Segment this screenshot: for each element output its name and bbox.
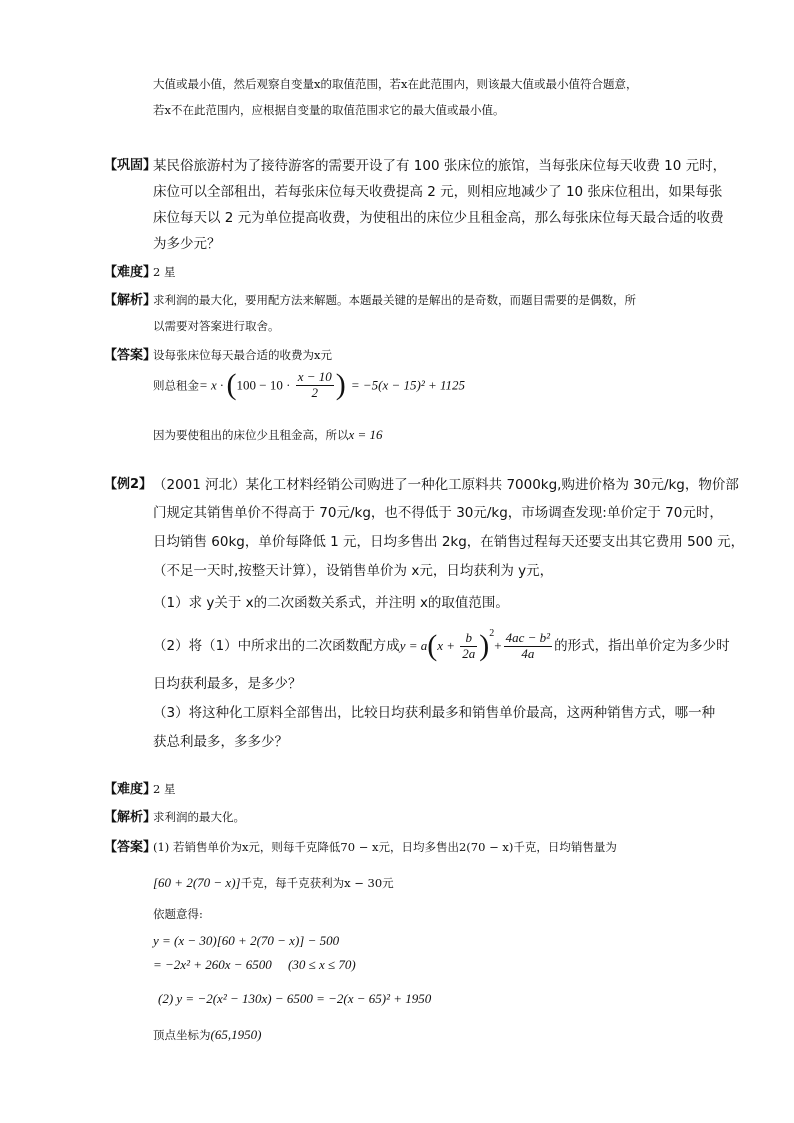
example2-answer-line-4: y = (x − 30)[60 + 2(70 − x)] − 500	[153, 933, 340, 948]
intro-line-1: 大值或最小值，然后观察自变量x的取值范围，若x在此范围内，则该最大值或最小值符合题意，	[153, 77, 638, 91]
example2-analysis-tag: 【解析】	[104, 810, 157, 825]
gonggu-question-line-1: 某民俗旅游村为了接待游客的需要开设了有 100 张床位的旅馆，当每张床位每天收费 10 元时，	[153, 158, 727, 174]
gonggu-analysis-tag: 【解析】	[104, 293, 157, 308]
fraction-discriminant: $\frac{\text{4ac − b²}}{4a}$	[505, 630, 551, 661]
example2-answer-line-2: [60 + 2(70 − x)]千克，每千克获利为x − 30元	[153, 875, 394, 890]
example2-line-7: 日均获利最多，是多少？	[153, 676, 302, 692]
gonggu-question-line-2: 床位可以全部租出，若每张床位每天收费提高 2 元，则相应地减少了 10 张床位租出，如果每张	[153, 184, 723, 200]
example2-analysis: 求利润的最大化。	[153, 810, 245, 824]
gonggu-analysis-line-1: 求利润的最大化，要用配方法来解题。本题最关键的是解出的是奇数，而题目需要的是偶数，所	[153, 293, 636, 307]
gonggu-answer-tag: 【答案】	[104, 348, 157, 363]
gonggu-question-line-4: 为多少元？	[153, 236, 221, 252]
gonggu-analysis-line-2: 以需要对答案进行取舍。	[153, 319, 280, 333]
intro-line-2: 若x不在此范围内，应根据自变量的取值范围求它的最大值或最小值。	[153, 103, 505, 117]
gonggu-difficulty-tag: 【难度】	[104, 265, 157, 280]
example2-line-4: （不足一天时,按整天计算），设销售单价为 x元，日均获利为 y元，	[153, 563, 554, 579]
gonggu-answer-line-1: 设每张床位每天最合适的收费为x元	[153, 348, 332, 362]
example2-answer-line-6: (2) y = −2(x² − 130x) − 6500 = −2(x − 65)² + 1950	[158, 991, 432, 1006]
fraction-b-over-2a: $\frac{b}{2a}$	[462, 630, 476, 661]
gonggu-equation: 则总租金= x · (100 − 10 · $\frac{x - 10}{2}$ ) = −5(x − 15)² + 1125	[153, 368, 466, 401]
example2-difficulty: 2 星	[153, 782, 176, 796]
example2-answer-tag: 【答案】	[104, 840, 157, 855]
equation-prefix: 则总租金	[153, 378, 199, 393]
example2-line-3: 日均销售 60kg，单价每降低 1 元，日均多售出 2kg，在销售过程每天还要支出其它费用 500 元，	[153, 534, 745, 550]
example2-line-8: （3）将这种化工原料全部售出，比较日均获利最多和销售单价最高，这两种销售方式，哪一种	[153, 705, 716, 721]
example2-answer-line-3: 依题意得:	[153, 907, 203, 921]
gonggu-question-line-3: 床位每天以 2 元为单位提高收费，为使租出的床位少且租金高，那么每张床位每天最合适的收费	[153, 210, 724, 226]
gonggu-answer-line-3: 因为要使租出的床位少且租金高，所以x = 16	[153, 427, 383, 442]
example2-line-1: （2001 河北）某化工材料经销公司购进了一种化工原料共 7000kg,购进价格为 30元/kg，物价部	[153, 477, 739, 493]
example2-tag: 【例2】	[104, 477, 153, 492]
example2-line-6: （2）将（1）中所求出的二次函数配方成y = a(x + $\frac{b}{2a}$ )$^2$+ $\frac{\text{4ac − b²}}{4a}$ 的形式，指出单价定为多少时	[153, 628, 730, 662]
example2-line-5: （1）求 y关于 x的二次函数关系式，并注明 x的取值范围。	[153, 595, 509, 611]
example2-answer-line-7: 顶点坐标为(65,1950)	[153, 1027, 262, 1042]
example2-answer-line-1: (1) 若销售单价为x元，则每千克降低70 − x元，日均多售出2(70 − x)千克，日均销售量为	[153, 840, 617, 854]
example2-answer-line-5: = −2x² + 260x − 6500 (30 ≤ x ≤ 70)	[153, 957, 356, 972]
example2-difficulty-tag: 【难度】	[104, 782, 157, 797]
gonggu-difficulty: 2 星	[153, 265, 176, 279]
example2-line-9: 获总利最多，多多少？	[153, 734, 288, 750]
example2-line-2: 门规定其销售单价不得高于 70元/kg，也不得低于 30元/kg，市场调查发现:单价定于 70元时，	[153, 505, 723, 521]
gonggu-tag: 【巩固】	[104, 158, 157, 173]
fraction: $\frac{x - 10}{2}$	[297, 369, 332, 400]
